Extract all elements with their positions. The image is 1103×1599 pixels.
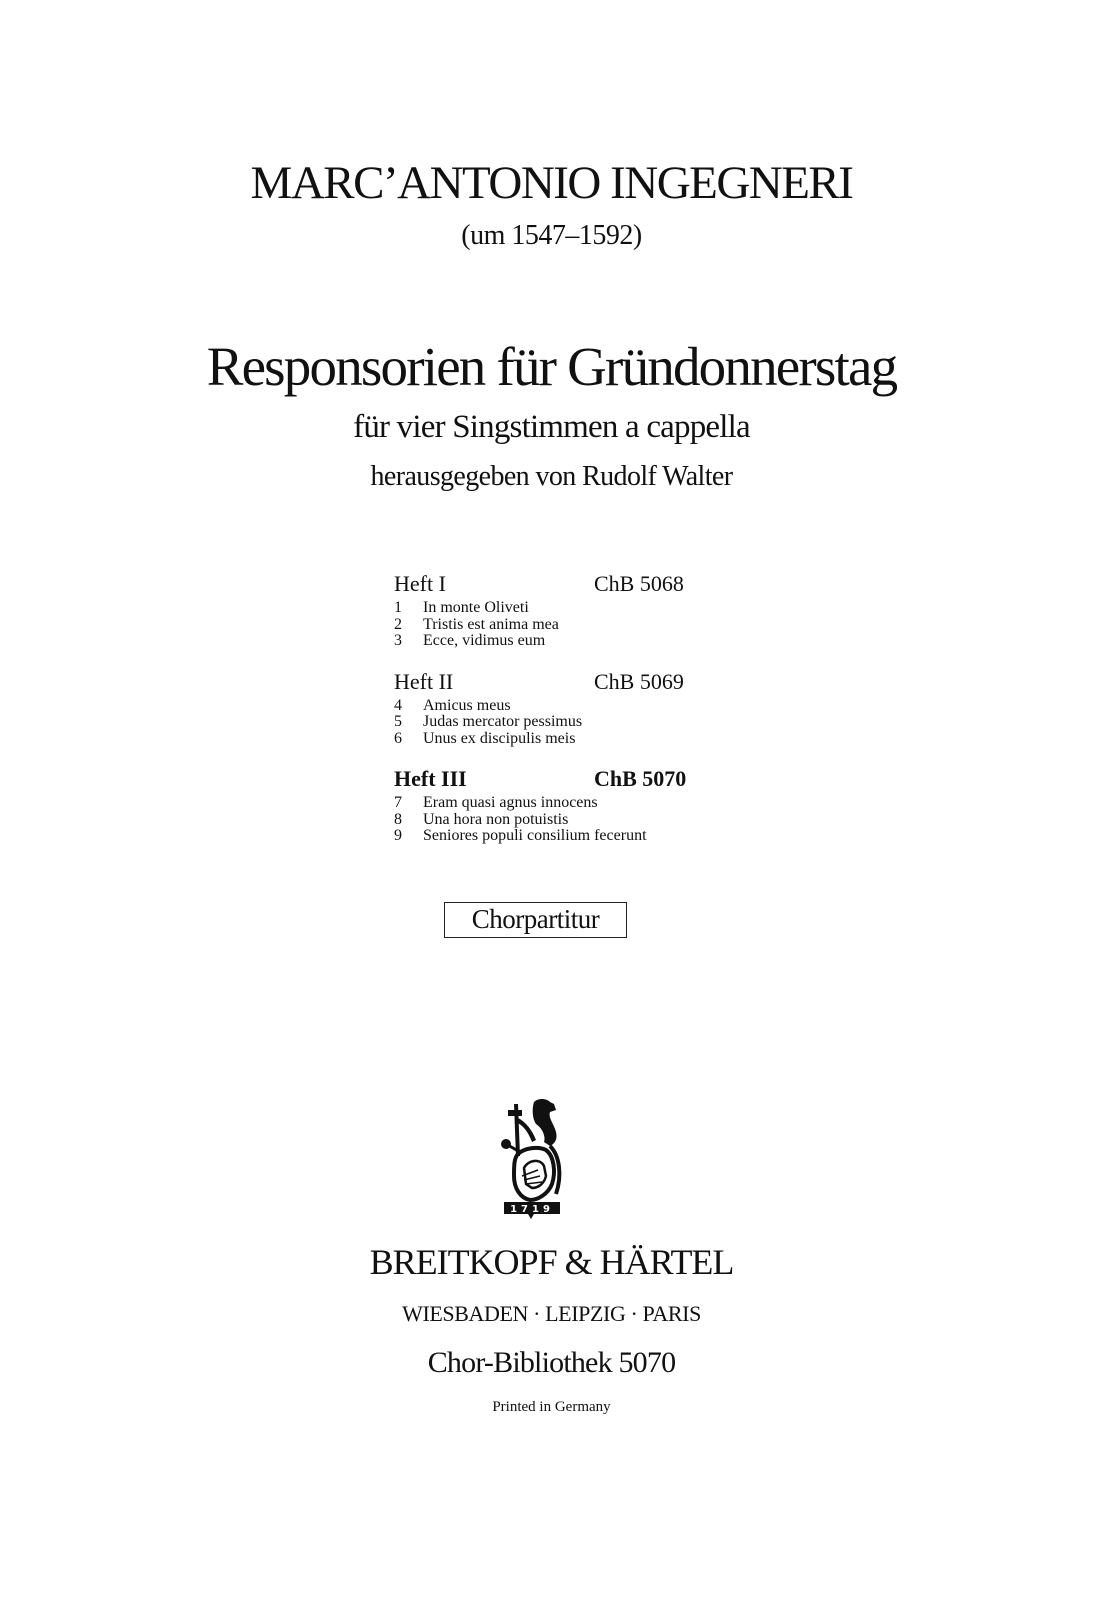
item-title: In monte Oliveti — [423, 599, 529, 616]
heft-2 — [394, 668, 694, 748]
item-title: Seniores populi consilium fecerunt — [423, 827, 647, 844]
item-title: Unus ex discipulis meis — [423, 729, 576, 747]
item-number: 8 — [394, 810, 402, 828]
list-item — [394, 812, 694, 829]
publisher-cities: WIESBADEN · LEIPZIG · PARIS — [402, 1301, 701, 1326]
item-number: 4 — [394, 696, 402, 714]
heft-heading — [394, 570, 694, 598]
contents-list — [394, 570, 694, 863]
item-title: Tristis est anima mea — [423, 615, 559, 633]
heft-name: Heft I — [394, 571, 446, 596]
composer-name: MARC’ANTONIO INGEGNERI — [250, 157, 853, 209]
heft-code: ChB 5070 — [594, 766, 687, 791]
item-number: 7 — [394, 794, 402, 811]
heft-3-current — [394, 765, 694, 845]
edition-type-label: Chorpartitur — [444, 902, 627, 938]
composer-dates: (um 1547–1592) — [461, 220, 642, 251]
logo-year: 1719 — [510, 1204, 554, 1215]
item-number: 5 — [394, 713, 402, 730]
heft-code: ChB 5069 — [594, 668, 684, 694]
heft-name: Heft II — [394, 668, 454, 694]
list-item — [394, 828, 694, 845]
publisher-name: BREITKOPF & HÄRTEL — [369, 1242, 734, 1282]
publisher-emblem-icon — [498, 1096, 564, 1220]
heft-1 — [394, 570, 694, 650]
list-item — [394, 698, 694, 715]
item-title: Judas mercator pessimus — [423, 713, 583, 730]
item-number: 2 — [394, 615, 402, 633]
work-subtitle: für vier Singstimmen a cappella — [353, 409, 750, 445]
list-item — [394, 795, 694, 812]
item-number: 6 — [394, 729, 402, 747]
heft-name: Heft III — [394, 766, 467, 791]
item-number: 3 — [394, 632, 402, 649]
heft-code: ChB 5068 — [594, 571, 684, 596]
list-item — [394, 714, 694, 731]
item-number: 1 — [394, 599, 402, 616]
series-number: Chor-Bibliothek 5070 — [427, 1346, 676, 1379]
item-title: Ecce, vidimus eum — [423, 632, 546, 649]
heft-heading — [394, 765, 694, 793]
work-title: Responsorien für Gründonnerstag — [206, 336, 897, 397]
list-item — [394, 617, 694, 634]
item-number: 9 — [394, 827, 402, 844]
editor-credit: herausgegeben von Rudolf Walter — [370, 461, 733, 492]
printed-in: Printed in Germany — [492, 1399, 611, 1415]
list-item — [394, 633, 694, 650]
item-title: Amicus meus — [423, 696, 511, 714]
heft-heading — [394, 668, 694, 696]
list-item — [394, 731, 694, 748]
item-title: Eram quasi agnus innocens — [423, 794, 598, 811]
list-item — [394, 600, 694, 617]
item-title: Una hora non potuistis — [423, 810, 569, 828]
